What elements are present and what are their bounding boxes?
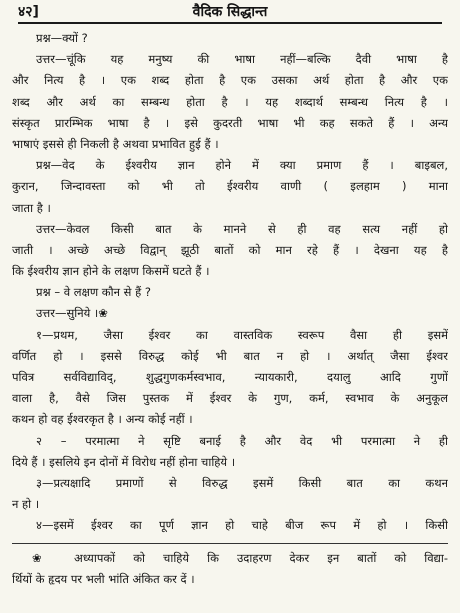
text-line: कि ईश्वरीय ज्ञान होने के लक्षण किसमें घटते हैं । bbox=[12, 264, 210, 279]
text-line: उत्तर—केवल किसी बात के मानने से ही वह सत्य नहीं हो bbox=[36, 221, 448, 236]
text-line: शब्द और अर्थ का सम्बन्ध होता है । यह शब्दार्थ सम्बन्ध नित्य है । bbox=[12, 94, 448, 109]
text-line: जाता है । bbox=[12, 200, 51, 215]
text-line: दिये हैं । इसलिये इन दोनों में विरोध नहीं होना चाहिये । bbox=[12, 454, 236, 469]
text-line: ३—प्रत्यक्षादि प्रमाणों से विरुद्ध इसमें किसी बात का कथन bbox=[36, 475, 448, 490]
header-rule bbox=[18, 22, 442, 24]
text-line: और नित्य है । एक शब्द होता है एक उसका अर्थ होता है और एक bbox=[12, 73, 448, 88]
text-line: न हो । bbox=[12, 497, 40, 512]
body-text bbox=[10, 24, 450, 590]
text-line: प्रश्न—क्यों ? bbox=[36, 31, 88, 45]
text-line: भाषाएं इससे ही निकली है अथवा प्रभावित हुई हैं । bbox=[12, 136, 219, 151]
text-line: वर्णित हो । इससे विरुद्ध कोई भी बात न हो । अर्थात् जैसा ईश्वर bbox=[12, 348, 448, 363]
text-line: उत्तर—सुनिये ।❀ bbox=[36, 306, 108, 321]
text-line: वाला है, वैसे जिस पुस्तक में ईश्वर के गुण, कर्म, स्वभाव के अनुकूल bbox=[12, 391, 448, 406]
page-number: ४२] bbox=[18, 4, 39, 20]
text-line: ४—इसमें ईश्वर का पूर्ण ज्ञान हो चाहे बीज रूप में हो । किसी bbox=[36, 518, 448, 533]
text-line: प्रश्न—वेद के ईश्वरीय ज्ञान होने में क्या प्रमाण हैं । बाइबल, bbox=[36, 158, 448, 173]
text-line: कथन हो वह ईश्वरकृत है । अन्य कोई नहीं । bbox=[12, 412, 193, 427]
text-line: कुरान, जिन्दावस्ता को भी तो ईश्वरीय वाणी ( इलहाम ) माना bbox=[12, 179, 448, 194]
footnote-line: र्थियों के हृदय पर भली भांति अंकित कर दें । bbox=[12, 571, 195, 586]
footnote bbox=[12, 548, 448, 590]
page-header bbox=[10, 0, 450, 24]
text-line: १—प्रथम, जैसा ईश्वर का वास्तविक स्वरूप वैसा ही इसमें bbox=[36, 327, 448, 342]
running-title: वैदिक सिद्धान्त bbox=[192, 4, 268, 20]
text-line: २ – परमात्मा ने सृष्टि बनाई है और वेद भी परमात्मा ने ही bbox=[36, 433, 448, 448]
text-line: पवित्र सर्वविद्याविद्, शुद्धगुणकर्मस्वभाव, न्यायकारी, दयालु आदि गुणों bbox=[12, 370, 448, 384]
text-line: जाती । अच्छे अच्छे विद्वान् झूठी बातों को मान रहे हैं । देखना यह है bbox=[12, 242, 448, 257]
text-line: संस्कृत प्रारम्भिक भाषा है । इसे कुदरती भाषा भी कह सकते हैं । अन्य bbox=[12, 115, 448, 130]
text-line: उत्तर—चूंकि यह मनुष्य की भाषा नहीं—बल्कि दैवी भाषा है bbox=[36, 52, 448, 67]
footnote-line: ❀ अध्यापकों को चाहिये कि उदाहरण देकर इन बातों को विद्या- bbox=[32, 550, 448, 565]
footnote-rule bbox=[12, 543, 448, 544]
text-line: प्रश्न – वे लक्षण कौन से हैं ? bbox=[36, 285, 151, 300]
